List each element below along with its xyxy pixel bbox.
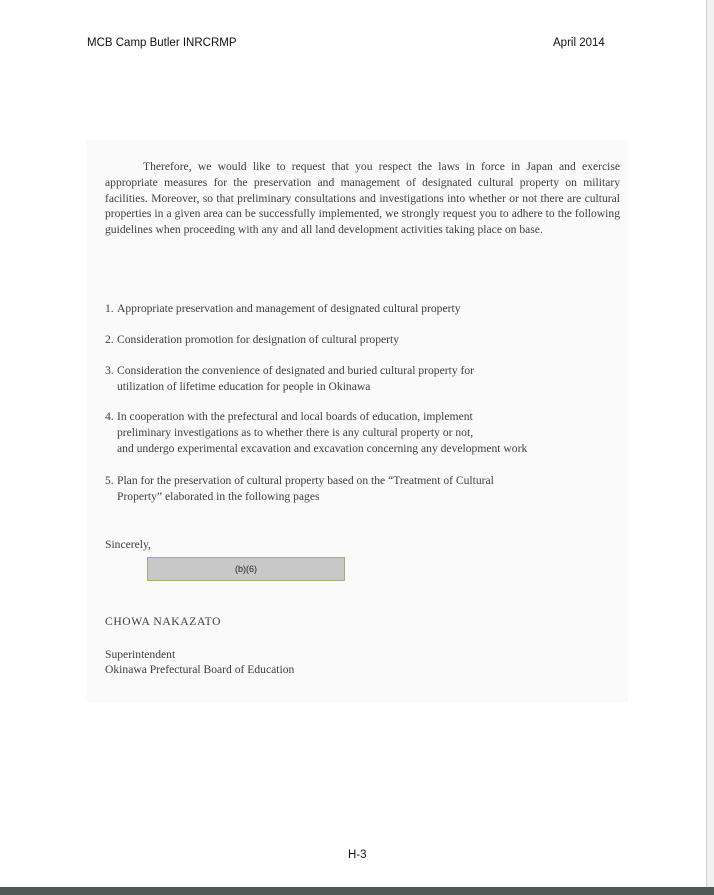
closing-salutation: Sincerely, [105, 538, 151, 551]
guideline-number: 5. [105, 474, 114, 487]
signatory-organization: Okinawa Prefectural Board of Education [105, 663, 295, 676]
guideline-number: 1. [105, 302, 114, 315]
signatory-name: CHOWA NAKAZATO [105, 615, 222, 628]
guideline-line: In cooperation with the prefectural and local boards of education, implement [117, 410, 473, 423]
guideline-item-5 [105, 473, 625, 505]
guideline-item-4 [105, 409, 625, 456]
guideline-line: Consideration the convenience of designated and buried cultural property for [117, 364, 475, 377]
redaction-box [147, 557, 345, 581]
guideline-line: Property” elaborated in the following pages [117, 489, 320, 503]
guideline-number: 4. [105, 410, 114, 423]
header-date: April 2014 [553, 37, 605, 49]
letter-intro-paragraph: Therefore, we would like to request that you respect the laws in force in Japan and exercise appropriate measures for the preservation and management of designated cultural property on military facilities. Moreover, so that preliminary consultations and investigations into whether or not there are cultural properties in a given area can be successfully implemented, we strongly request you to adhere to the following guidelines when proceeding with any and all land development activities taking place on base. [105, 160, 620, 237]
viewer-bottom-bar [0, 887, 714, 895]
guideline-line: utilization of lifetime education for people in Okinawa [117, 379, 371, 393]
page-number: H-3 [348, 849, 367, 861]
guideline-item-3 [105, 363, 625, 395]
guideline-line: Plan for the preservation of cultural property based on the “Treatment of Cultural [117, 474, 494, 487]
guideline-item-2 [105, 332, 625, 348]
redaction-label: (b)(6) [235, 564, 257, 574]
guideline-item-1 [105, 301, 625, 317]
guideline-number: 3. [105, 364, 114, 377]
guideline-line: Appropriate preservation and management of designated cultural property [117, 302, 461, 315]
guideline-line: preliminary investigations as to whether there is any cultural property or not, [117, 425, 474, 439]
signatory-title: Superintendent [105, 648, 176, 661]
header-doc-title: MCB Camp Butler INRCRMP [87, 37, 237, 49]
guideline-line: Consideration promotion for designation of cultural property [117, 333, 400, 346]
guideline-number: 2. [105, 333, 114, 346]
guideline-line: and undergo experimental excavation and excavation concerning any development work [117, 441, 528, 455]
vertical-scrollbar[interactable] [706, 0, 714, 887]
